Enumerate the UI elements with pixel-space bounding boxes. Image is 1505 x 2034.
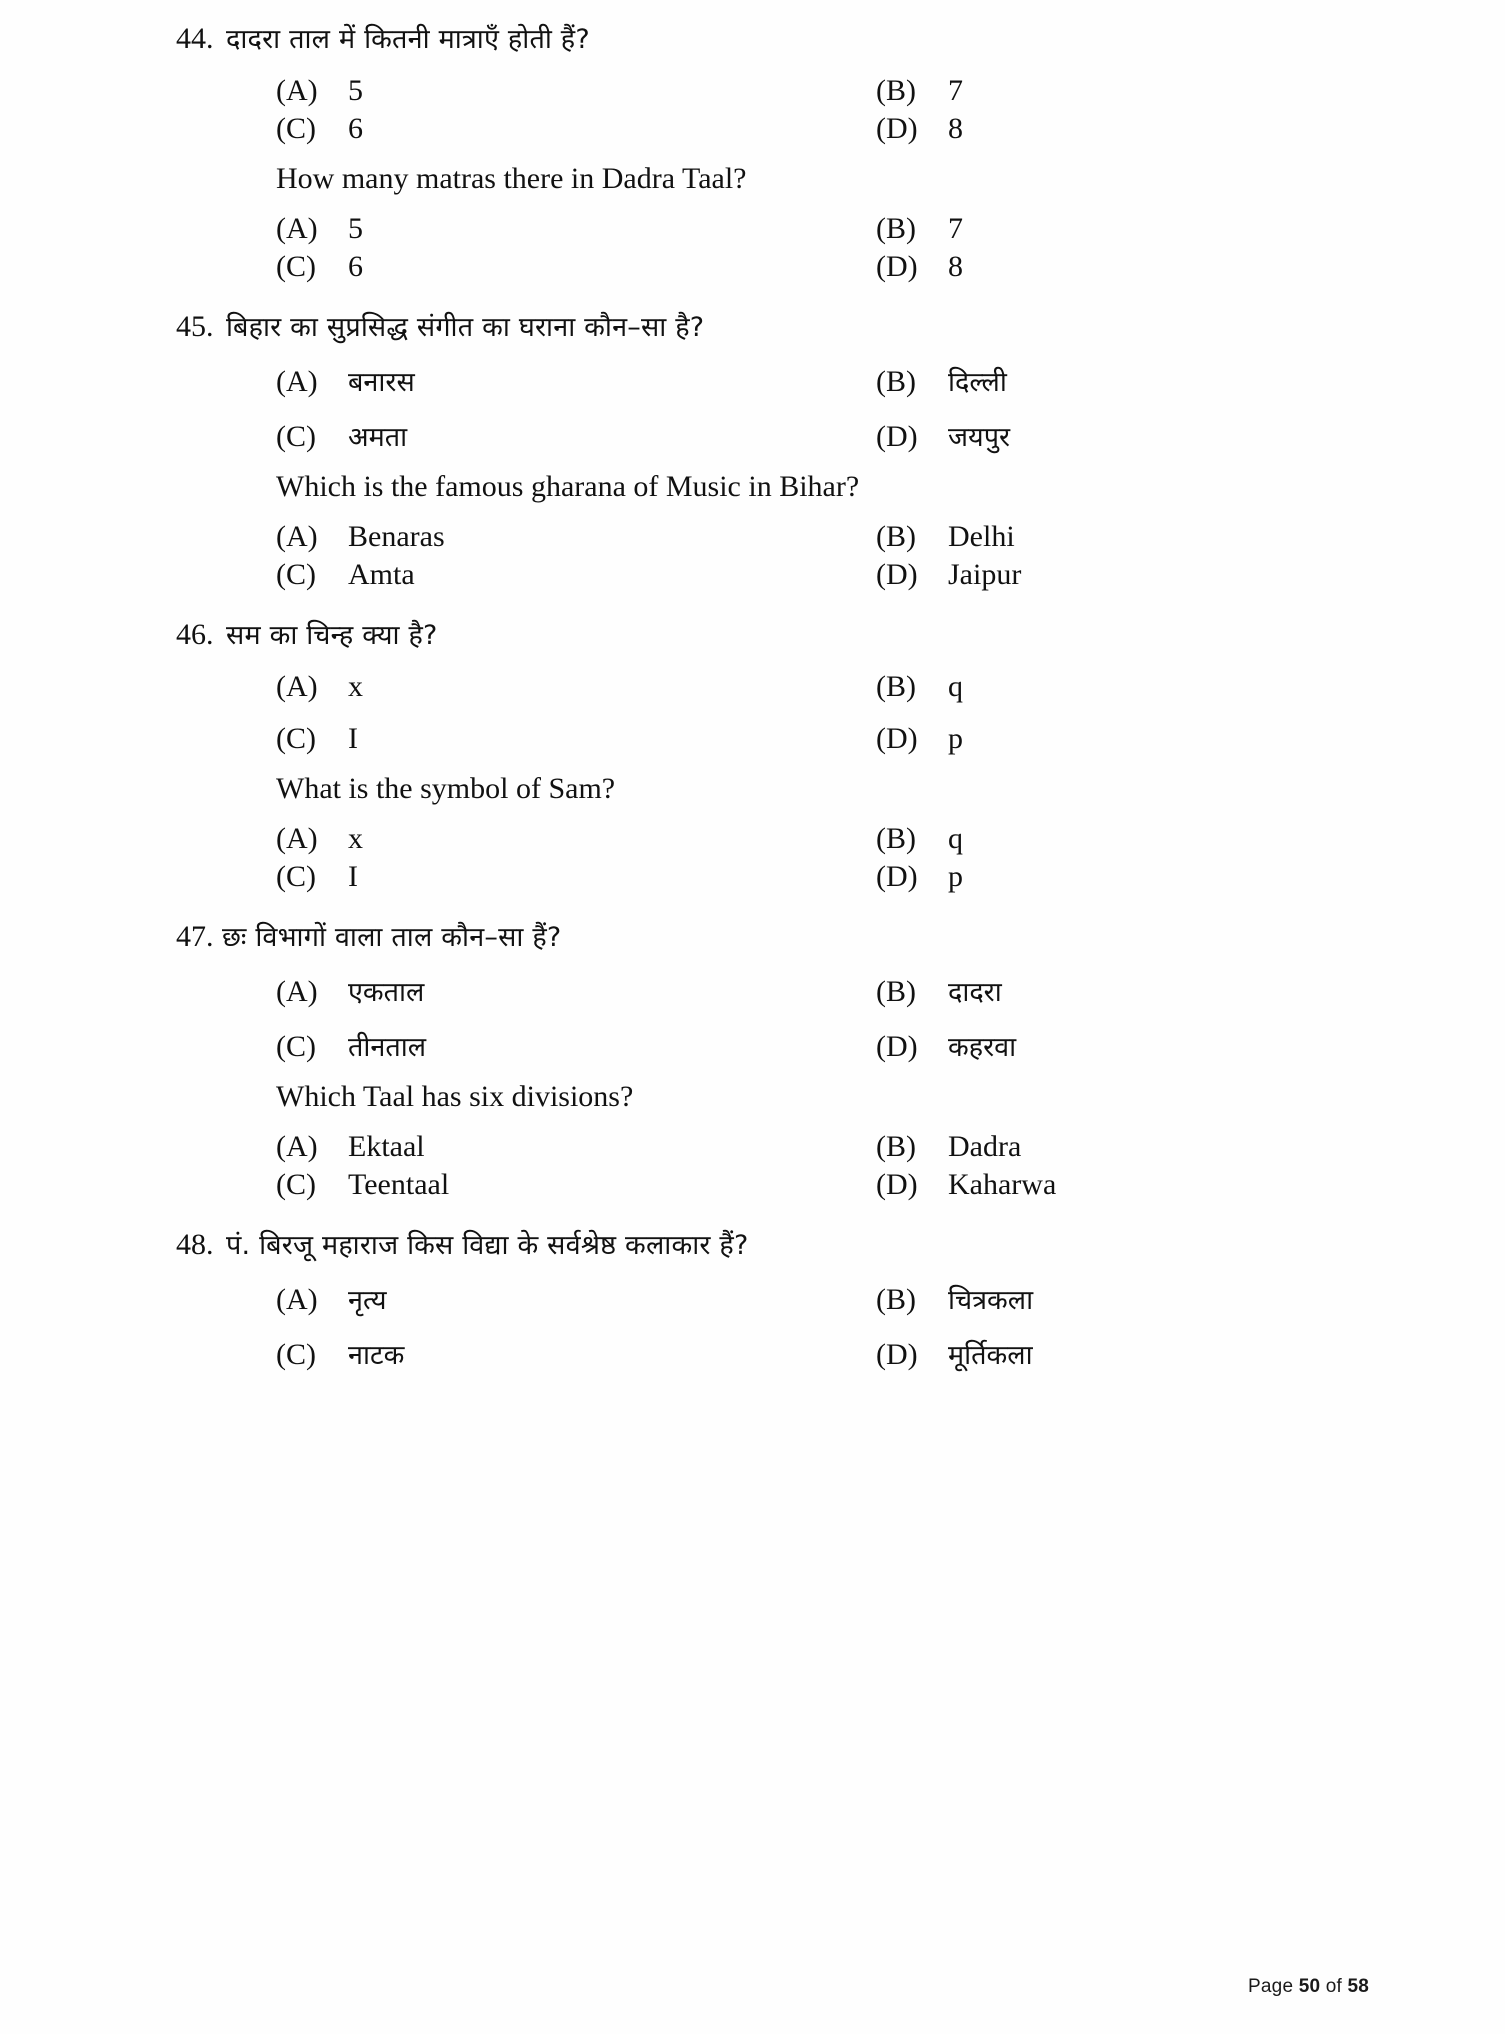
footer-prefix: Page <box>1248 1976 1299 1997</box>
option-d-value: मूर्तिकला <box>948 1340 1033 1371</box>
question-44-hindi-options-row-2 <box>0 112 1505 146</box>
option-a-tag: (A) <box>276 520 318 553</box>
option-d-value: p <box>948 860 963 893</box>
option-a-tag: (A) <box>276 822 318 855</box>
option-c[interactable] <box>276 1168 876 1202</box>
option-c-tag: (C) <box>276 722 316 755</box>
option-a[interactable] <box>276 972 876 1009</box>
option-a-value: x <box>348 822 363 855</box>
question-45-hindi-options-row-2 <box>0 417 1505 454</box>
option-a-value: Benaras <box>348 520 445 553</box>
option-d-tag: (D) <box>876 1168 918 1201</box>
option-b-tag: (B) <box>876 212 916 245</box>
option-b[interactable] <box>876 670 1396 704</box>
option-d-tag: (D) <box>876 1030 918 1063</box>
option-d[interactable] <box>876 1027 1396 1064</box>
question-46-hindi-options-row-2 <box>0 722 1505 756</box>
option-b[interactable] <box>876 972 1396 1009</box>
option-c[interactable] <box>276 112 876 146</box>
option-c-value: 6 <box>348 112 363 145</box>
footer-current-page: 50 <box>1298 1976 1321 1997</box>
option-a[interactable] <box>276 212 876 246</box>
option-a-tag: (A) <box>276 212 318 245</box>
option-c-value: नाटक <box>348 1340 405 1371</box>
option-b[interactable] <box>876 1130 1396 1164</box>
option-b-value: 7 <box>948 212 963 245</box>
option-b-value: दादरा <box>948 977 1002 1008</box>
option-a-value: 5 <box>348 74 363 107</box>
option-a-value: बनारस <box>348 367 415 398</box>
option-a-tag: (A) <box>276 1283 318 1316</box>
option-a[interactable] <box>276 822 876 856</box>
question-44-english-options-row-2 <box>0 250 1505 284</box>
question-46-english-options-row-2 <box>0 860 1505 894</box>
option-c-tag: (C) <box>276 250 316 283</box>
option-a-tag: (A) <box>276 1130 318 1163</box>
question-47-english-options-row-1 <box>0 1130 1505 1164</box>
option-c-tag: (C) <box>276 420 316 453</box>
option-b-tag: (B) <box>876 822 916 855</box>
option-c[interactable] <box>276 1027 876 1064</box>
option-b-value: दिल्ली <box>948 367 1007 398</box>
option-c-tag: (C) <box>276 558 316 591</box>
question-47-stem-hindi <box>0 922 1505 952</box>
option-a-value: 5 <box>348 212 363 245</box>
option-c-value: अमता <box>348 422 408 453</box>
option-a[interactable] <box>276 362 876 399</box>
option-a-tag: (A) <box>276 670 318 703</box>
question-45-hindi-options-row-1 <box>0 362 1505 399</box>
option-b-tag: (B) <box>876 1130 916 1163</box>
option-a-value: एकताल <box>348 977 425 1008</box>
question-47-english-options-row-2 <box>0 1168 1505 1202</box>
option-a[interactable] <box>276 1130 876 1164</box>
option-d-tag: (D) <box>876 558 918 591</box>
question-48-hindi-options-row-2 <box>0 1335 1505 1372</box>
option-c[interactable] <box>276 1335 876 1372</box>
option-d-value: Jaipur <box>948 558 1022 591</box>
option-d-value: p <box>948 722 963 755</box>
option-a-tag: (A) <box>276 365 318 398</box>
option-a-tag: (A) <box>276 74 318 107</box>
footer-total-pages: 58 <box>1347 1976 1369 1997</box>
option-d-value: 8 <box>948 112 963 145</box>
option-d-value: Kaharwa <box>948 1168 1057 1201</box>
question-44-english-options-row-1 <box>0 212 1505 246</box>
question-45-text-hindi: बिहार का सुप्रसिद्ध संगीत का घराना कौन–सा है? <box>226 312 705 343</box>
question-48-text-hindi: पं. बिरजू महाराज किस विद्या के सर्वश्रेष्ठ कलाकार हैं? <box>226 1230 749 1261</box>
option-c-tag: (C) <box>276 1168 316 1201</box>
option-c[interactable] <box>276 558 876 592</box>
question-45 <box>0 312 1505 592</box>
question-46 <box>0 620 1505 894</box>
option-c[interactable] <box>276 417 876 454</box>
option-a[interactable] <box>276 1280 876 1317</box>
option-b-tag: (B) <box>876 365 916 398</box>
option-b[interactable] <box>876 74 1396 108</box>
option-d-value: जयपुर <box>948 422 1011 453</box>
option-b-tag: (B) <box>876 1283 916 1316</box>
option-c-value: I <box>348 722 358 755</box>
question-45-english-options-row-1 <box>0 520 1505 554</box>
question-46-stem-hindi <box>0 620 1505 650</box>
option-d-value: कहरवा <box>948 1032 1017 1063</box>
option-b[interactable] <box>876 212 1396 246</box>
question-48-stem-hindi <box>0 1230 1505 1260</box>
option-d-tag: (D) <box>876 420 918 453</box>
question-47-stem-english: Which Taal has six divisions? <box>276 1080 634 1113</box>
option-c-value: I <box>348 860 358 893</box>
question-45-stem-english: Which is the famous gharana of Music in Bihar? <box>276 470 860 503</box>
option-a[interactable] <box>276 520 876 554</box>
question-46-text-hindi: सम का चिन्ह क्या है? <box>226 620 438 651</box>
question-47-number: 47. <box>176 920 214 953</box>
option-d[interactable] <box>876 860 1396 894</box>
option-b[interactable] <box>876 362 1396 399</box>
question-46-hindi-options-row-1 <box>0 670 1505 704</box>
option-b[interactable] <box>876 520 1396 554</box>
option-b-tag: (B) <box>876 975 916 1008</box>
option-a-value: नृत्य <box>348 1285 387 1316</box>
question-44-text-hindi: दादरा ताल में कितनी मात्राएँ होती हैं? <box>226 24 590 55</box>
option-d[interactable] <box>876 1335 1396 1372</box>
option-c-value: तीनताल <box>348 1032 427 1063</box>
question-47-hindi-options-row-1 <box>0 972 1505 1009</box>
option-b-tag: (B) <box>876 520 916 553</box>
option-b-value: Delhi <box>948 520 1015 553</box>
option-b-value: Dadra <box>948 1130 1022 1163</box>
question-45-english-options-row-2 <box>0 558 1505 592</box>
option-d[interactable] <box>876 250 1396 284</box>
option-a[interactable] <box>276 74 876 108</box>
question-48-hindi-options-row-1 <box>0 1280 1505 1317</box>
question-44-stem-hindi <box>0 24 1505 54</box>
question-45-number: 45. <box>176 310 214 343</box>
option-d-tag: (D) <box>876 1338 918 1371</box>
option-c-tag: (C) <box>276 860 316 893</box>
question-47 <box>0 922 1505 1202</box>
question-44-number: 44. <box>176 22 214 55</box>
option-c[interactable] <box>276 860 876 894</box>
option-b-value: चित्रकला <box>948 1285 1034 1316</box>
option-d[interactable] <box>876 558 1396 592</box>
option-b-value: q <box>948 822 963 855</box>
option-c-tag: (C) <box>276 112 316 145</box>
question-44-stem-english: How many matras there in Dadra Taal? <box>276 162 747 195</box>
option-c-value: Amta <box>348 558 415 591</box>
option-b[interactable] <box>876 822 1396 856</box>
option-a[interactable] <box>276 670 876 704</box>
question-46-stem-english: What is the symbol of Sam? <box>276 772 616 805</box>
footer-middle: of <box>1320 1976 1348 1997</box>
option-a-tag: (A) <box>276 975 318 1008</box>
option-b-tag: (B) <box>876 670 916 703</box>
option-b-value: 7 <box>948 74 963 107</box>
question-47-hindi-options-row-2 <box>0 1027 1505 1064</box>
option-c-tag: (C) <box>276 1030 316 1063</box>
option-d[interactable] <box>876 112 1396 146</box>
question-44-hindi-options-row-1 <box>0 74 1505 108</box>
option-c-value: Teentaal <box>348 1168 450 1201</box>
option-c[interactable] <box>276 250 876 284</box>
option-c[interactable] <box>276 722 876 756</box>
option-d-tag: (D) <box>876 722 918 755</box>
option-d-tag: (D) <box>876 250 918 283</box>
option-d[interactable] <box>876 417 1396 454</box>
top-spacer <box>0 0 1505 24</box>
option-a-value: Ektaal <box>348 1130 425 1163</box>
option-b-tag: (B) <box>876 74 916 107</box>
option-d-value: 8 <box>948 250 963 283</box>
question-48 <box>0 1230 1505 1372</box>
question-45-stem-hindi <box>0 312 1505 342</box>
option-b-value: q <box>948 670 963 703</box>
question-44 <box>0 24 1505 284</box>
question-46-english-options-row-1 <box>0 822 1505 856</box>
page-footer <box>1248 1976 1369 1998</box>
option-c-tag: (C) <box>276 1338 316 1371</box>
question-48-number: 48. <box>176 1228 214 1261</box>
option-d[interactable] <box>876 722 1396 756</box>
option-d-tag: (D) <box>876 860 918 893</box>
option-b[interactable] <box>876 1280 1396 1317</box>
option-c-value: 6 <box>348 250 363 283</box>
option-d[interactable] <box>876 1168 1396 1202</box>
option-a-value: x <box>348 670 363 703</box>
option-d-tag: (D) <box>876 112 918 145</box>
question-47-text-hindi: छः विभागों वाला ताल कौन–सा हैं? <box>222 922 562 953</box>
question-46-number: 46. <box>176 618 214 651</box>
